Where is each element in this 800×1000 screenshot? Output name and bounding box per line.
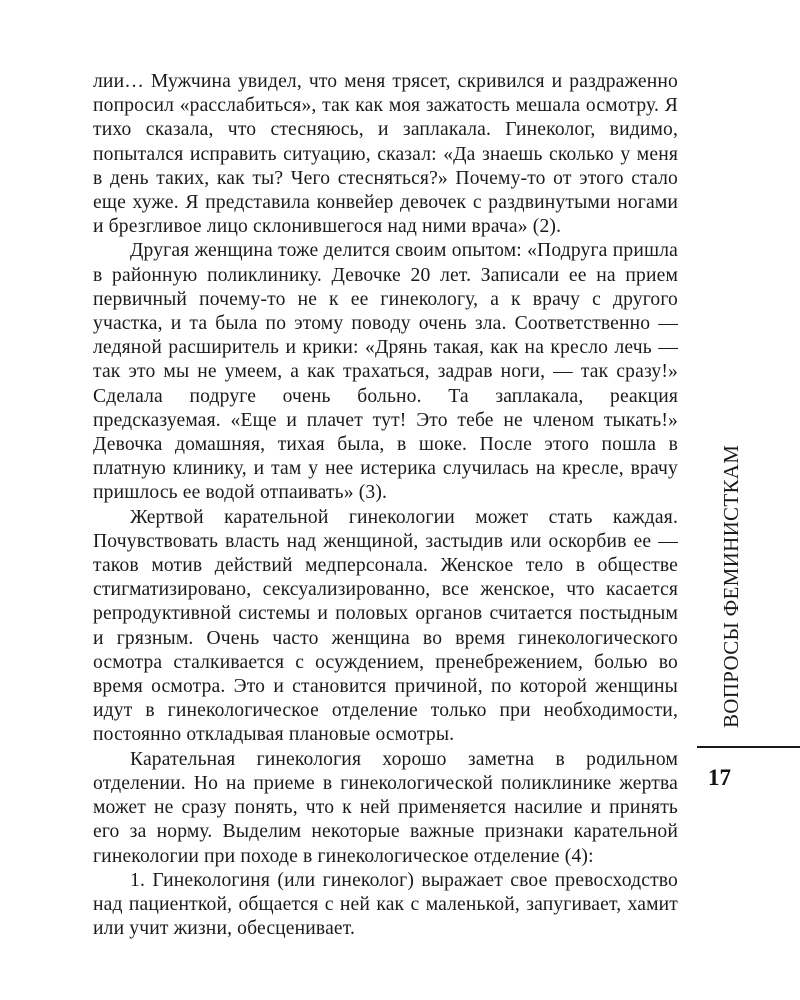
section-title-vertical	[716, 444, 746, 728]
paragraph: Жертвой карательной гинекологии может стать каждая. Почувствовать власть над женщиной, застыдив или оскорбив ее — таков мотив действий медперсонала. Женское тело в обществе стигматизировано, сексуализированно, все женское, что касается репродуктивной системы и половых органов считается постыдным и грязным. Очень часто женщина во время гинекологического осмотра сталкивается с осуждением, пренебрежением, болью во время осмотра. Это и становится причиной, по которой женщины идут в гинекологическое отделение только при необходимости, постоянно откладывая плановые осмотры.	[93, 506, 678, 746]
section-title-text: ВОПРОСЫ ФЕМИНИСТКАМ	[719, 444, 743, 728]
page-number: 17	[708, 765, 731, 790]
paragraph: Карательная гинекология хорошо заметна в родильном отделении. Но на приеме в гинекологической поликлинике жертва может не сразу понять, что к ней применяется насилие и принять его за норму. Выделим некоторые важные признаки карательной гинекологии при походе в гинекологическое отделение (4):	[93, 748, 678, 867]
paragraph-continuation: лии… Мужчина увидел, что меня трясет, скривился и раздраженно попросил «расслабиться», так как моя зажатость мешала осмотру. Я тихо сказала, что стесняюсь, и заплакала. Гинеколог, видимо, попытался исправить ситуацию, сказал: «Да знаешь сколько у меня в день таких, как ты? Чего стесняться?» Почему-то от этого стало еще хуже. Я представила конвейер девочек с раздвинутыми ногами и брезгливое лицо склонившегося над ними врача» (2).	[93, 71, 678, 238]
list-item: 1. Гинекологиня (или гинеколог) выражает свое превосходство над пациенткой, общается с ней как с маленькой, запугивает, хамит или учит жизни, обесценивает.	[93, 869, 678, 940]
section-divider	[697, 746, 800, 748]
body-text	[93, 70, 678, 941]
paragraph: Другая женщина тоже делится своим опытом: «Подруга пришла в районную поликлинику. Девочке 20 лет. Записали ее на прием первичный почему-то не к ее гинекологу, а к врачу с другого участка, и та была по этому поводу очень зла. Соответственно — ледяной расширитель и крики: «Дрянь такая, как на кресло лечь — так это мы не умеем, а как трахаться, задрав ноги, — так сразу!» Сделала подруге очень больно. Та заплакала, реакция предсказуемая. «Еще и плачет тут! Это тебе не членом тыкать!» Девочка домашняя, тихая была, в шоке. После этого пошла в платную клинику, и там у нее истерика случилась на кресле, врачу пришлось ее водой отпаивать» (3).	[93, 240, 678, 504]
